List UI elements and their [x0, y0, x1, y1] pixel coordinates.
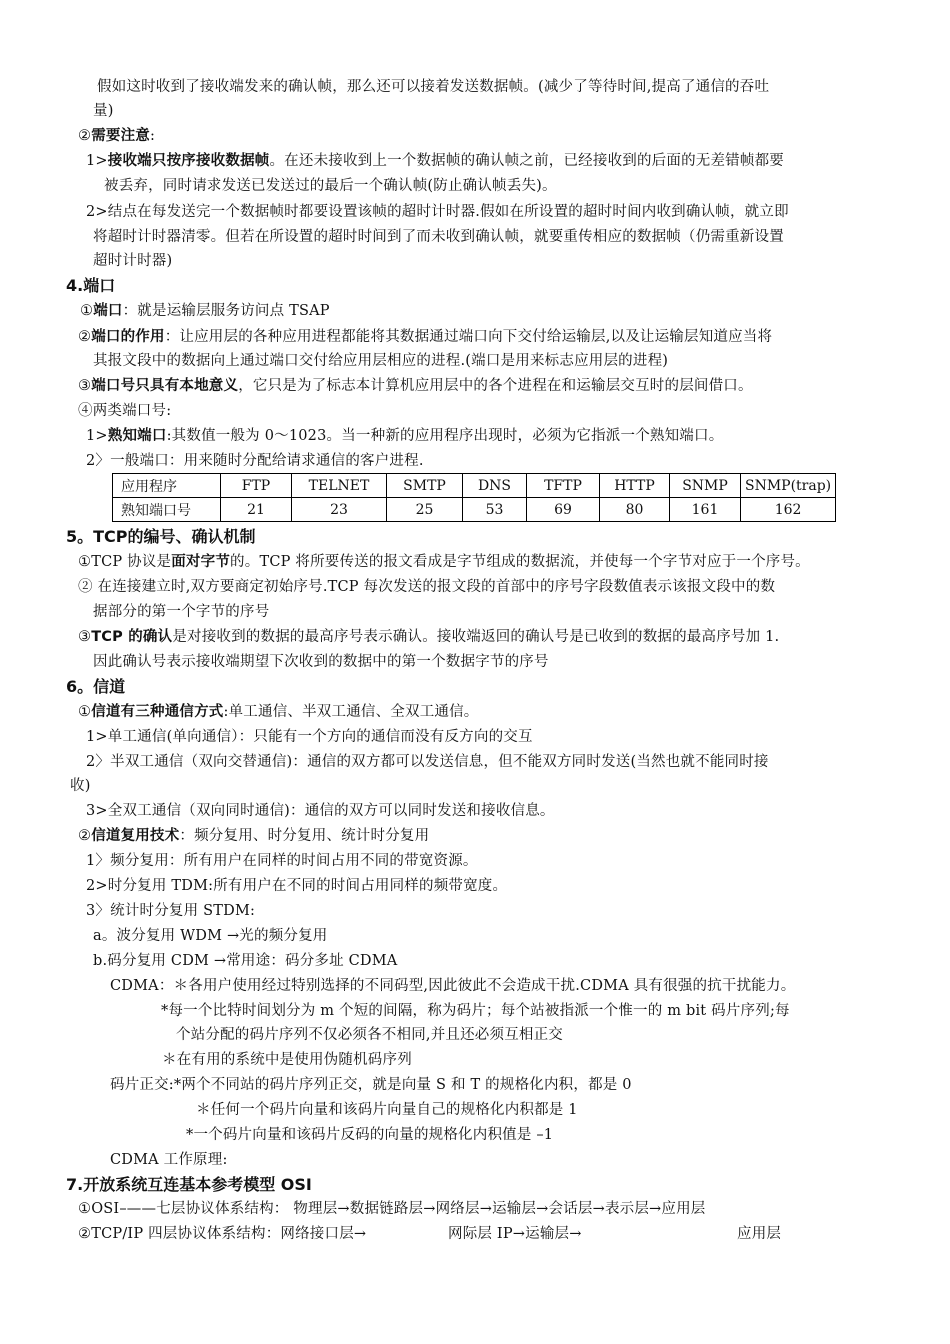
list-item: ④两类端口号: [78, 403, 172, 419]
table-header-cell: TELNET [292, 474, 387, 498]
table-cell: 161 [670, 498, 741, 522]
table-row [113, 474, 836, 498]
list-subitem: 3〉统计时分复用 STDM: [86, 903, 256, 919]
list-subitem: 2〉一般端口：用来随时分配给请求通信的客户进程. [86, 453, 424, 469]
table-cell: 69 [527, 498, 600, 522]
item-text: ，它只是为了标志本计算机应用层中的各个进程在和运输层交互时的层间借口。 [238, 378, 753, 394]
item-number: 1> [86, 428, 108, 444]
text-line: 据部分的第一个字节的序号 [93, 604, 270, 620]
text-line: 因此确认号表示接收端期望下次收到的数据中的第一个数据字节的序号 [93, 654, 549, 670]
table-cell: 162 [741, 498, 836, 522]
bold-term: 接收端只按序接收数据帧 [107, 153, 270, 169]
bold-term: 信道有三种通信方式 [91, 704, 224, 720]
text-line: 码片正交:*两个不同站的码片序列正交，就是向量 S 和 T 的规格化内积，都是 0 [110, 1077, 632, 1093]
list-item: ② 在连接建立时,双方要商定初始序号.TCP 每次发送的报文段的首部中的序号字段数值表示该报文段中的数 [78, 579, 776, 595]
bold-term: 端口的作用 [91, 329, 165, 345]
table-header-cell: DNS [463, 474, 527, 498]
item-number: ③ [78, 378, 92, 394]
table-header-cell: SNMP(trap) [741, 474, 836, 498]
item-number: ③ [78, 629, 92, 645]
text-line: 超时计时器) [93, 253, 173, 269]
item-number: ② [78, 329, 92, 345]
bold-term: 面对字节 [171, 554, 231, 570]
port-table [112, 473, 836, 522]
item-text: : [150, 128, 156, 144]
table-header-cell: 应用程序 [113, 474, 221, 498]
table-header-cell: SMTP [387, 474, 463, 498]
list-subitem: 1>单工通信(单向通信）：只能有一个方向的通信而没有反方向的交互 [86, 729, 533, 745]
bold-term: TCP 的确认 [91, 629, 173, 645]
item-number: ① [80, 303, 94, 319]
table-header-cell: SNMP [670, 474, 741, 498]
bold-term: 端口 [93, 303, 123, 319]
item-text: 的。TCP 将所要传送的报文看成是字节组成的数据流，并使每一个字节对应于一个序号。 [230, 554, 810, 570]
item-text: ：就是运输层服务访问点 TSAP [122, 303, 330, 319]
text-line: ＊任何一个码片向量和该码片向量自己的规格化内积都是 1 [196, 1102, 578, 1118]
list-item [78, 626, 779, 648]
text-line: *一个码片向量和该码片反码的向量的规格化内积值是 –1 [186, 1127, 554, 1143]
text-line: 将超时计时器清零。但若在所设置的超时时间到了而未收到确认帧，就要重传相应的数据帧（仍需重新设置 [93, 229, 784, 245]
text-line: ＊在有用的系统中是使用伪随机码序列 [162, 1052, 412, 1068]
item-text: :其数值一般为 0～1023。当一种新的应用程序出现时，必须为它指派一个熟知端口。 [166, 428, 724, 444]
text-line: CDMA 工作原理: [110, 1152, 228, 1168]
list-subitem: b.码分复用 CDM →常用途：码分多址 CDMA [93, 953, 398, 969]
list-item [78, 701, 479, 723]
list-item [80, 300, 330, 322]
text-line: 网际层 IP→运输层→ [448, 1226, 582, 1242]
item-text: ：让应用层的各种应用进程都能将其数据通过端口向下交付给运输层,以及让运输层知道应当将 [164, 329, 773, 345]
text-line: 其报文段中的数据向上通过端口交付给应用层相应的进程.(端口是用来标志应用层的进程) [93, 353, 669, 369]
bold-term: 端口号只具有本地意义 [91, 378, 239, 394]
list-item [78, 551, 810, 573]
table-cell: 25 [387, 498, 463, 522]
item-number: 1> [86, 153, 108, 169]
bold-term: 需要注意 [91, 128, 151, 144]
text-line: *每一个比特时间划分为 m 个短的间隔，称为码片；每个站被指派一个惟一的 m bit 码片序列;每 [161, 1003, 790, 1019]
list-subitem: 3>全双工通信（双向同时通信)：通信的双方可以同时发送和接收信息。 [86, 803, 555, 819]
bold-term: 熟知端口 [107, 428, 167, 444]
text-line: 假如这时收到了接收端发来的确认帧，那么还可以接着发送数据帧。(减少了等待时间,提高了通信的吞吐 [97, 79, 770, 95]
text-line: 被丢弃，同时请求发送已发送过的最后一个确认帧(防止确认帧丢失)。 [104, 178, 557, 194]
section-heading: 6。信道 [66, 677, 126, 696]
table-cell: 熟知端口号 [113, 498, 221, 522]
list-item [78, 326, 772, 348]
table-cell: 53 [463, 498, 527, 522]
list-item [78, 825, 429, 847]
text-line: 个站分配的码片序列不仅必须各不相同,并且还必须互相正交 [176, 1027, 564, 1043]
text-line: 量) [93, 103, 114, 119]
bold-term: 信道复用技术 [91, 828, 180, 844]
text-line: 收) [70, 778, 91, 794]
item-text: 是对接收到的数据的最高序号表示确认。接收端返回的确认号是已收到的数据的最高序号加 1. [172, 629, 780, 645]
table-header-cell: TFTP [527, 474, 600, 498]
list-item: ②TCP/IP 四层协议体系结构：网络接口层→ [78, 1226, 367, 1242]
section-heading: 7.开放系统互连基本参考模型 OSI [66, 1175, 312, 1194]
item-text: 。在还未接收到上一个数据帧的确认帧之前，已经接收到的后面的无差错帧都要 [269, 153, 784, 169]
table-row [113, 498, 836, 522]
table-cell: 23 [292, 498, 387, 522]
item-text: :单工通信、半双工通信、全双工通信。 [223, 704, 479, 720]
list-subitem: a。波分复用 WDM →光的频分复用 [93, 928, 328, 944]
list-subitem: 1〉频分复用：所有用户在同样的时间占用不同的带宽资源。 [86, 853, 478, 869]
table-header-cell: HTTP [600, 474, 670, 498]
section-heading: 4.端口 [66, 276, 116, 295]
item-number: ② [78, 128, 92, 144]
item-text: ①TCP 协议是 [78, 554, 172, 570]
text-line: 2>结点在每发送完一个数据帧时都要设置该帧的超时计时器.假如在所设置的超时时间内收到确认帧，就立即 [86, 204, 789, 220]
list-item [78, 375, 753, 397]
table-cell: 80 [600, 498, 670, 522]
note-subitem [86, 150, 784, 172]
list-subitem: 2>时分复用 TDM:所有用户在不同的时间占用同样的频带宽度。 [86, 878, 508, 894]
list-subitem [86, 425, 723, 447]
list-item: ①OSI–——七层协议体系结构： 物理层→数据链路层→网络层→运输层→会话层→表示层→应用层 [78, 1201, 706, 1217]
text-line: 应用层 [737, 1226, 782, 1242]
item-text: ：频分复用、时分复用、统计时分复用 [179, 828, 430, 844]
list-subitem: 2〉半双工通信（双向交替通信)：通信的双方都可以发送信息，但不能双方同时发送(当然也就不能同时接 [86, 754, 769, 770]
table-cell: 21 [221, 498, 292, 522]
item-number: ② [78, 828, 92, 844]
section-heading: 5。TCP的编号、确认机制 [66, 527, 256, 546]
text-line: CDMA：＊各用户使用经过特别选择的不同码型,因此彼此不会造成干扰.CDMA 具有很强的抗干扰能力。 [110, 978, 796, 994]
item-number: ① [78, 704, 92, 720]
note-item [78, 125, 155, 147]
table-header-cell: FTP [221, 474, 292, 498]
